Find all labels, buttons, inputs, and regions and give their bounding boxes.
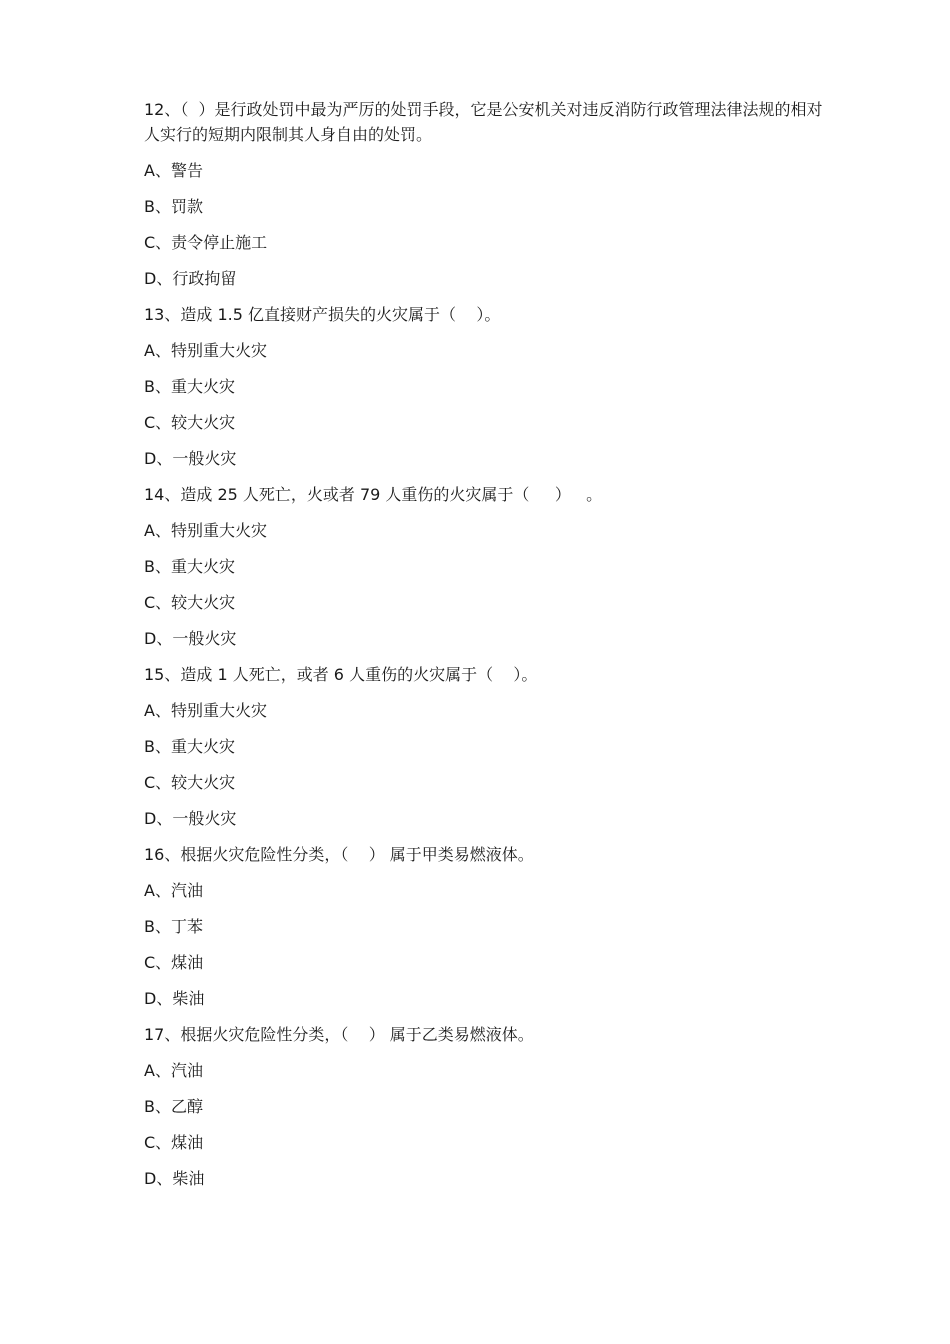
question-17-option-a: A、汽油 [144, 1061, 203, 1080]
question-16-stem: 16、根据火灾危险性分类，（ ） 属于甲类易燃液体。 [144, 845, 534, 864]
question-16-option-c: C、煤油 [144, 953, 204, 972]
question-17-option-d: D、柴油 [144, 1169, 205, 1188]
question-12-option-c: C、责令停止施工 [144, 233, 268, 252]
question-15-stem: 15、造成 1 人死亡，或者 6 人重伤的火灾属于（ ）。 [144, 665, 538, 684]
question-12-option-d: D、行政拘留 [144, 269, 237, 288]
question-15-option-b: B、重大火灾 [144, 737, 235, 756]
question-13-option-c: C、较大火灾 [144, 413, 236, 432]
question-14-option-b: B、重大火灾 [144, 557, 235, 576]
question-16-option-b: B、丁苯 [144, 917, 203, 936]
question-16-option-d: D、柴油 [144, 989, 205, 1008]
question-13-option-b: B、重大火灾 [144, 377, 235, 396]
question-17-stem: 17、根据火灾危险性分类，（ ） 属于乙类易燃液体。 [144, 1025, 534, 1044]
question-14-option-a: A、特别重大火灾 [144, 521, 267, 540]
question-17-option-b: B、乙醇 [144, 1097, 203, 1116]
question-13-option-d: D、一般火灾 [144, 449, 237, 468]
question-15-option-d: D、一般火灾 [144, 809, 237, 828]
question-14-stem: 14、造成 25 人死亡，火或者 79 人重伤的火灾属于（ ） 。 [144, 485, 603, 504]
document-page [144, 97, 824, 1191]
question-12-stem: 12、（ ）是行政处罚中最为严厉的处罚手段，它是公安机关对违反消防行政管理法律法规的相对人实行的短期内限制其人身自由的处罚。 [144, 100, 823, 144]
question-16-option-a: A、汽油 [144, 881, 203, 900]
question-14-option-c: C、较大火灾 [144, 593, 236, 612]
question-12-option-a: A、警告 [144, 161, 203, 180]
question-15-option-a: A、特别重大火灾 [144, 701, 267, 720]
question-13-stem: 13、造成 1.5 亿直接财产损失的火灾属于（ ）。 [144, 305, 501, 324]
question-17-option-c: C、煤油 [144, 1133, 204, 1152]
question-12-option-b: B、罚款 [144, 197, 203, 216]
question-15-option-c: C、较大火灾 [144, 773, 236, 792]
question-13-option-a: A、特别重大火灾 [144, 341, 267, 360]
question-14-option-d: D、一般火灾 [144, 629, 237, 648]
